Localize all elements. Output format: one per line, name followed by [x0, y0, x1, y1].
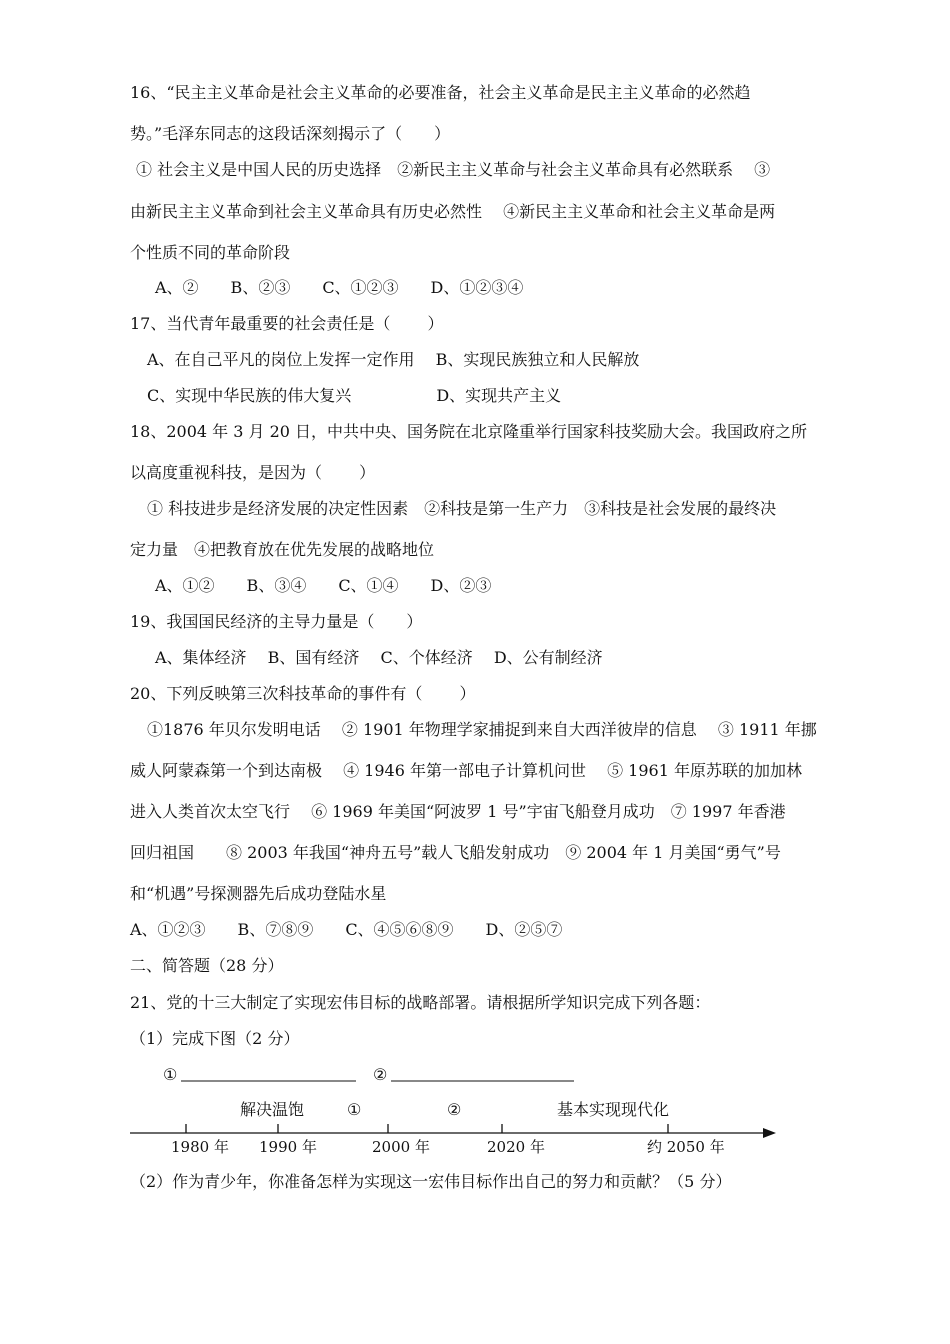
q16-stem-line-2: 势。”毛泽东同志的这段话深刻揭示了（ ） [130, 124, 451, 143]
q16-choices: A、② B、②③ C、①②③ D、①②③④ [155, 278, 524, 297]
q16-option-line-3: 个性质不同的革命阶段 [130, 243, 291, 262]
q18-option-line-2: 定力量 ④把教育放在优先发展的战略地位 [130, 540, 435, 559]
q20-line-4: 回归祖国 ⑧ 2003 年我国“神舟五号”载人飞船发射成功 ⑨ 2004 年 1 月美国“勇气”号 [130, 843, 781, 862]
q16-stem-line-1: 16、“民主主义革命是社会主义革命的必要准备，社会主义革命是民主主义革命的必然趋 [130, 83, 751, 102]
q20-line-1: ①1876 年贝尔发明电话 ② 1901 年物理学家捕捉到来自大西洋彼岸的信息 ③ 1911 年挪 [147, 720, 817, 739]
q21-stem: 21、党的十三大制定了实现宏伟目标的战略部署。请根据所学知识完成下列各题： [130, 993, 711, 1012]
q17-stem: 17、当代青年最重要的社会责任是（ ） [130, 314, 444, 333]
q21-part-1: （1）完成下图（2 分） [130, 1029, 300, 1048]
q18-stem-line-1: 18、2004 年 3 月 20 日，中共中央、国务院在北京隆重举行国家科技奖励大会。我国政府之所 [130, 422, 808, 441]
q17-choices-line-1: A、在自己平凡的岗位上发挥一定作用 B、实现民族独立和人民解放 [147, 350, 640, 369]
q16-option-line-2: 由新民主主义革命到社会主义革命具有历史必然性 ④新民主主义革命和社会主义革命是两 [130, 202, 776, 221]
q17-choices-line-2: C、实现中华民族的伟大复兴 D、实现共产主义 [147, 386, 562, 405]
stage-label-4: 基本实现现代化 [557, 1100, 670, 1119]
section-2-heading: 二、简答题（28 分） [130, 956, 284, 975]
year-label-2050: 约 2050 年 [647, 1138, 725, 1156]
year-label-1980: 1980 年 [171, 1138, 229, 1156]
stage-label-3: ② [447, 1100, 462, 1119]
stage-label-2: ① [347, 1100, 362, 1119]
stage-label-1: 解决温饱 [240, 1100, 305, 1119]
blank-2-label: ② [373, 1065, 388, 1084]
timeline-arrow-icon [763, 1128, 776, 1138]
q19-stem: 19、我国国民经济的主导力量是（ ） [130, 612, 423, 631]
q18-option-line-1: ① 科技进步是经济发展的决定性因素 ②科技是第一生产力 ③科技是社会发展的最终决 [147, 499, 777, 518]
year-label-2000: 2000 年 [372, 1138, 430, 1156]
blank-1-label: ① [163, 1065, 178, 1084]
q20-line-2: 威人阿蒙森第一个到达南极 ④ 1946 年第一部电子计算机问世 ⑤ 1961 年原苏联的加加林 [130, 761, 802, 780]
q21-part-2: （2）作为青少年，你准备怎样为实现这一宏伟目标作出自己的努力和贡献？（5 分） [130, 1172, 732, 1191]
q16-option-line-1: ① 社会主义是中国人民的历史选择 ②新民主主义革命与社会主义革命具有必然联系 ③ [136, 160, 771, 179]
q18-choices: A、①② B、③④ C、①④ D、②③ [155, 576, 492, 595]
q20-line-5: 和“机遇”号探测器先后成功登陆水星 [130, 884, 387, 903]
q18-stem-line-2: 以高度重视科技，是因为（ ） [130, 463, 376, 482]
year-label-2020: 2020 年 [487, 1138, 545, 1156]
q20-choices: A、①②③ B、⑦⑧⑨ C、④⑤⑥⑧⑨ D、②⑤⑦ [130, 920, 563, 939]
q20-stem: 20、下列反映第三次科技革命的事件有（ ） [130, 684, 476, 703]
q20-line-3: 进入人类首次太空飞行 ⑥ 1969 年美国“阿波罗 1 号”宇宙飞船登月成功 ⑦ 1997 年香港 [130, 802, 786, 821]
year-label-1990: 1990 年 [259, 1138, 317, 1156]
q19-choices: A、集体经济 B、国有经济 C、个体经济 D、公有制经济 [155, 648, 603, 667]
